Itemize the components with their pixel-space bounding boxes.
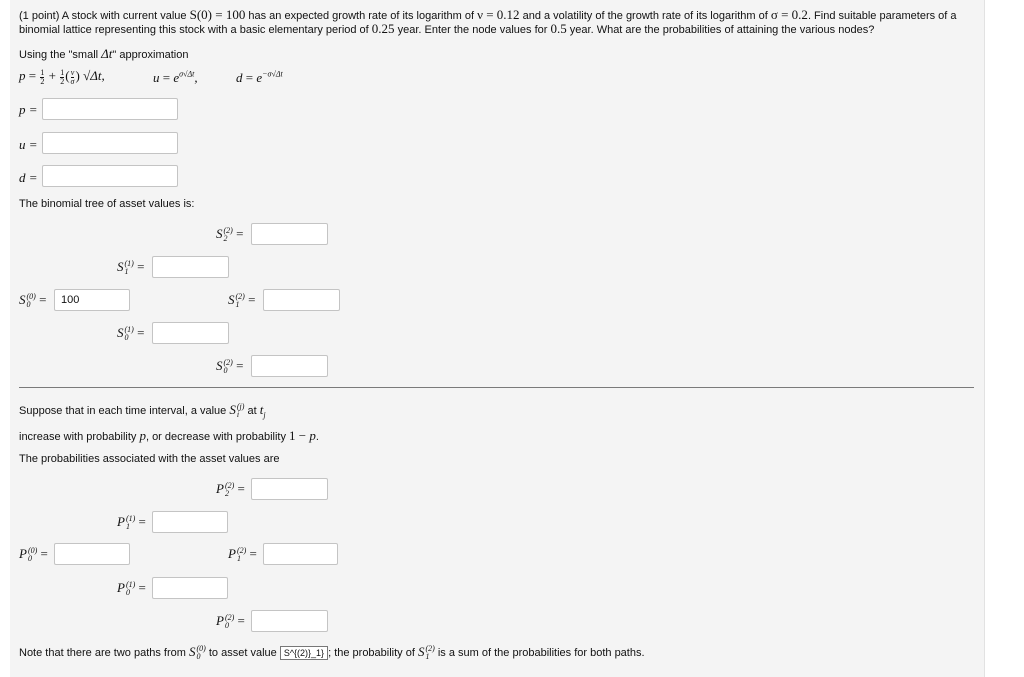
d-input[interactable] xyxy=(42,165,178,187)
P22-input[interactable] xyxy=(251,478,328,500)
tree-heading: The binomial tree of asset values is: xyxy=(19,198,195,210)
period-value: 0.25 xyxy=(371,21,395,36)
prob-text: . xyxy=(315,431,319,443)
note-text: ; the probability of xyxy=(328,647,418,659)
S11-input[interactable] xyxy=(152,256,229,278)
p-label: p = xyxy=(19,102,38,117)
section-divider xyxy=(19,387,974,388)
S22-label: S (2) 2 = xyxy=(216,226,244,244)
formula-d: $d = e^{-\sigma√\Delta t}$ xyxy=(236,69,283,85)
S00-input[interactable] xyxy=(54,289,130,311)
s0-expression: S(0) = 100 xyxy=(189,7,246,22)
problem-text: (1 point) A stock with current value xyxy=(19,10,190,22)
P12-label: P (2) 1 = xyxy=(228,546,257,564)
approx-text: Using the "small xyxy=(19,49,102,61)
S00-label: S (0) 0 = xyxy=(19,292,47,310)
S01-input[interactable] xyxy=(152,322,229,344)
S02-label: S (2) 0 = xyxy=(216,358,244,376)
problem-text: binomial lattice representing this stock with a basic elementary period of xyxy=(19,24,372,36)
prob-text: Suppose that in each time interval, a value xyxy=(19,405,230,417)
P12-input[interactable] xyxy=(263,543,338,565)
S02-input[interactable] xyxy=(251,355,328,377)
S11-label: S (1) 1 = xyxy=(117,259,145,277)
approx-intro xyxy=(19,46,188,62)
problem-text: and a volatility of the growth rate of its logarithm of xyxy=(519,10,771,22)
prob-line-1: Suppose that in each time interval, a value S (j) i at $t_j$ xyxy=(19,402,266,420)
p-input[interactable] xyxy=(42,98,178,120)
P11-input[interactable] xyxy=(152,511,228,533)
S22-input[interactable] xyxy=(251,223,328,245)
d-label: d = xyxy=(19,170,38,185)
P00-input[interactable] xyxy=(54,543,130,565)
u-label: u = xyxy=(19,137,38,152)
prob-text: , or decrease with probability xyxy=(145,431,290,443)
problem-text: year. What are the probabilities of attaining the various nodes? xyxy=(566,24,875,36)
approx-text: " approximation xyxy=(112,49,189,61)
S12-label: S (2) 1 = xyxy=(228,292,256,310)
P02-input[interactable] xyxy=(251,610,328,632)
formula-u: $u = e^{\sigma√\Delta t}$, xyxy=(153,69,198,85)
prob-text: increase with probability xyxy=(19,431,140,443)
problem-text: year. Enter the node values for xyxy=(394,24,551,36)
node-time-value: 0.5 xyxy=(550,21,567,36)
prob-text: at xyxy=(244,405,260,417)
u-input[interactable] xyxy=(42,132,178,154)
P02-label: P (2) 0 = xyxy=(216,613,245,631)
S01-label: S (1) 0 = xyxy=(117,325,145,343)
P01-label: P (1) 0 = xyxy=(117,580,146,598)
note-text: Note that there are two paths from xyxy=(19,647,189,659)
problem-line-2 xyxy=(19,21,874,37)
problem-text: has an expected growth rate of its logarithm of xyxy=(245,10,478,22)
P11-label: P (1) 1 = xyxy=(117,514,146,532)
prob-heading: The probabilities associated with the asset values are xyxy=(19,453,280,465)
problem-text: . Find suitable parameters of a xyxy=(807,10,957,22)
note-text: to asset value xyxy=(208,647,280,659)
prob-line-2: increase with probability p, or decrease with probability 1 − p. xyxy=(19,428,319,443)
P22-label: P (2) 2 = xyxy=(216,481,245,499)
S12-input[interactable] xyxy=(263,289,340,311)
nu-expression: ν = 0.12 xyxy=(477,7,520,22)
P01-input[interactable] xyxy=(152,577,228,599)
note-placeholder-box: S^{(2)}_1} xyxy=(280,646,328,660)
note-text: is a sum of the probabilities for both paths. xyxy=(437,647,645,659)
note-line: Note that there are two paths from S (0) 0 to asset value S^{(2)}_1} ; the probability of S (2) 1 is a sum of the probabilities for both paths. xyxy=(19,644,645,662)
sigma-expression: σ = 0.2 xyxy=(770,7,808,22)
P00-label: P (0) 0 = xyxy=(19,546,48,564)
formula-p: p = $\frac{1}{2}$ + $\frac{1}{2}$ ( $\frac{\nu}{\sigma}$ ) √Δt, xyxy=(19,67,105,86)
delta-t: Δt xyxy=(101,46,113,61)
